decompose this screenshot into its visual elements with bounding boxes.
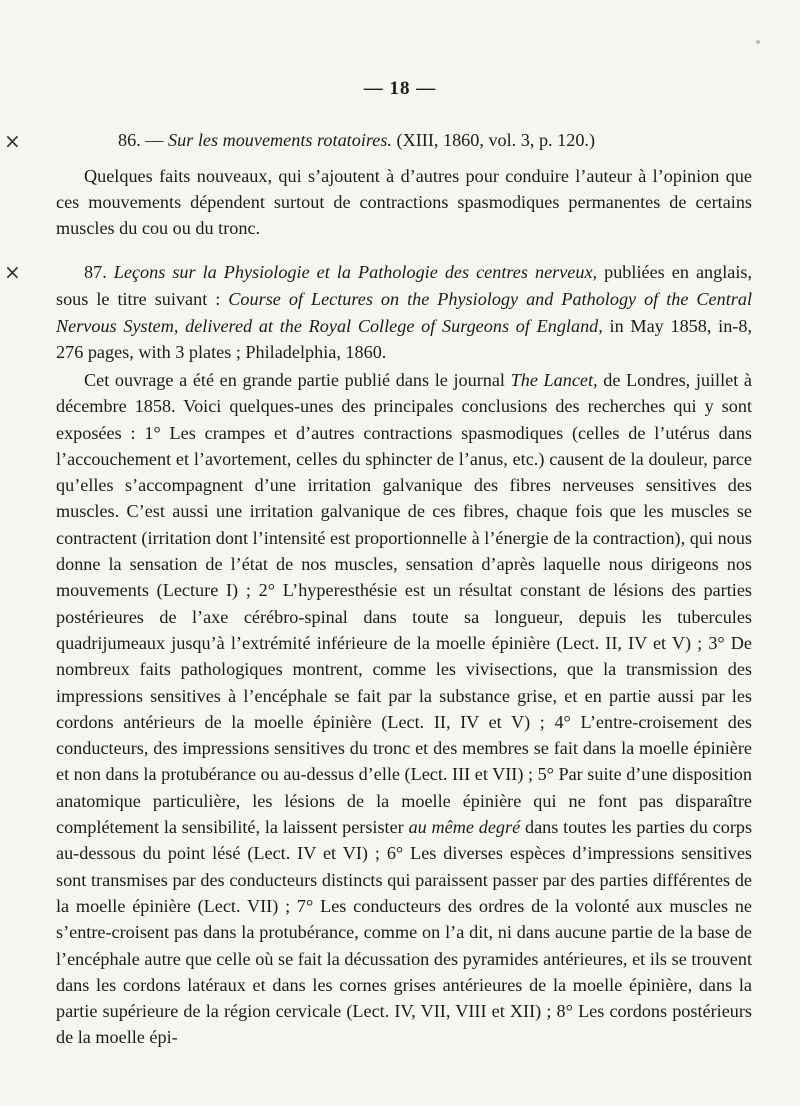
- entry-87-title-rest: publiées en anglais, sous le titre suivant :: [56, 262, 753, 309]
- entry-87-emphasis: au même degré: [408, 817, 521, 838]
- entry-87-body-block: [56, 367, 752, 1051]
- entry-87-body-part1: Cet ouvrage a été en grande partie publié dans le journal: [84, 370, 505, 390]
- margin-cross-mark-86: ×: [4, 129, 21, 153]
- entry-87-number: 87.: [84, 262, 107, 282]
- entry-87-heading: [56, 259, 752, 366]
- entry-86-title: Sur les mouvements rotatoires.: [168, 130, 392, 150]
- entry-86-body-block: [56, 163, 752, 241]
- entry-87-pub-info: in May 1858, in-8, 276 pages, with 3 plates ; Philadelphia, 1860.: [56, 315, 752, 363]
- entry-87-title: Leçons sur la Physiologie et la Pathologie des centres nerveux,: [113, 262, 598, 282]
- margin-cross-mark-87: ×: [4, 260, 21, 284]
- entry-86-heading: [118, 127, 595, 154]
- entry-87-journal: The Lancet,: [510, 370, 598, 390]
- entry-87-body-part3: dans toutes les parties du corps au-dessous du point lésé (Lect. IV et VI) ; 6° Les diverses espèces d’impressions sensitives sont transmises par des conducteurs distincts qui paraissent passer par des parties différentes de la moelle épinière (Lect. VII) ; 7° Les conducteurs des ordres de la volonté aux muscles ne s’entre-croisent pas dans la protubérance, comme on l’a dit, ni dans aucune partie de la base de l’encéphale autre que celle où se fait la décussation des pyramides antérieures, et ils se trouvent dans les cordons latéraux et dans les cornes grises antérieures de la moelle épinière, dans la partie supérieure de la région cervicale (Lect. IV, VII, VIII et XII) ; 8° Les cordons postérieurs de la moelle épi-: [56, 817, 753, 1048]
- entry-86-number: 86.: [118, 130, 141, 150]
- paper-speck: [756, 40, 760, 44]
- entry-86-dash: —: [145, 130, 164, 150]
- entry-87-body: [56, 367, 752, 1051]
- entry-87-body-part2: de Londres, juillet à décembre 1858. Voici quelques-unes des principales conclusions des recherches qui y sont exposées : 1° Les crampes et d’autres contractions spasmodiques (celles de l’utérus dans l’accouchement et l’avortement, celles du sphincter de l’anus, etc.) causent de la douleur, parce qu’elles s’accompagnent d’une irritation galvanique des fibres nerveuses sensitives des muscles. C’est aussi une irritation galvanique de ces fibres, chaque fois que les muscles se contractent (irritation dont l’intensité est proportionnelle à l’énergie de la contraction), qui nous donne la sensation de l’état de nos muscles, sensation d’après laquelle nous dirigeons nos mouvements (Lecture I) ; 2° L’hyperesthésie est un résultat constant de lésions des parties postérieures de l’axe cérébro-spinal dans toute sa longueur, depuis les tubercules quadrijumeaux jusqu’à l’extrémité inférieure de la moelle épinière (Lect. II, IV et V) ; 3° De nombreux faits pathologiques montrent, comme les vivisections, que la transmission des impressions sensitives à l’encéphale se fait par la substance grise, et en partie aussi par les cordons antérieurs de la moelle épinière (Lect. II, IV et V) ; 4° L’entre-croisement des conducteurs, des impressions sensitives du tronc et des membres se fait dans la moelle épinière et non dans la protubérance ou au-dessus d’elle (Lect. III et VII) ; 5° Par suite d’une disposition anatomique particulière, les lésions de la moelle épinière qui ne font pas disparaître complétement la sensibilité, la laissent persister: [56, 370, 752, 838]
- entry-86-citation: (XIII, 1860, vol. 3, p. 120.): [396, 130, 596, 150]
- entry-86-body: Quelques faits nouveaux, qui s’ajoutent à d’autres pour conduire l’auteur à l’opinion que ces mouvements dépendent surtout de contractions spasmodiques permanentes de certains muscles du cou ou du tronc.: [56, 166, 752, 238]
- entry-87-heading-block: [56, 259, 752, 366]
- page-number: — 18 —: [363, 78, 437, 99]
- entry-87-english-title: Course of Lectures on the Physiology and Pathology of the Central Nervous System, delivered at the Royal College of Surgeons of England,: [56, 288, 753, 336]
